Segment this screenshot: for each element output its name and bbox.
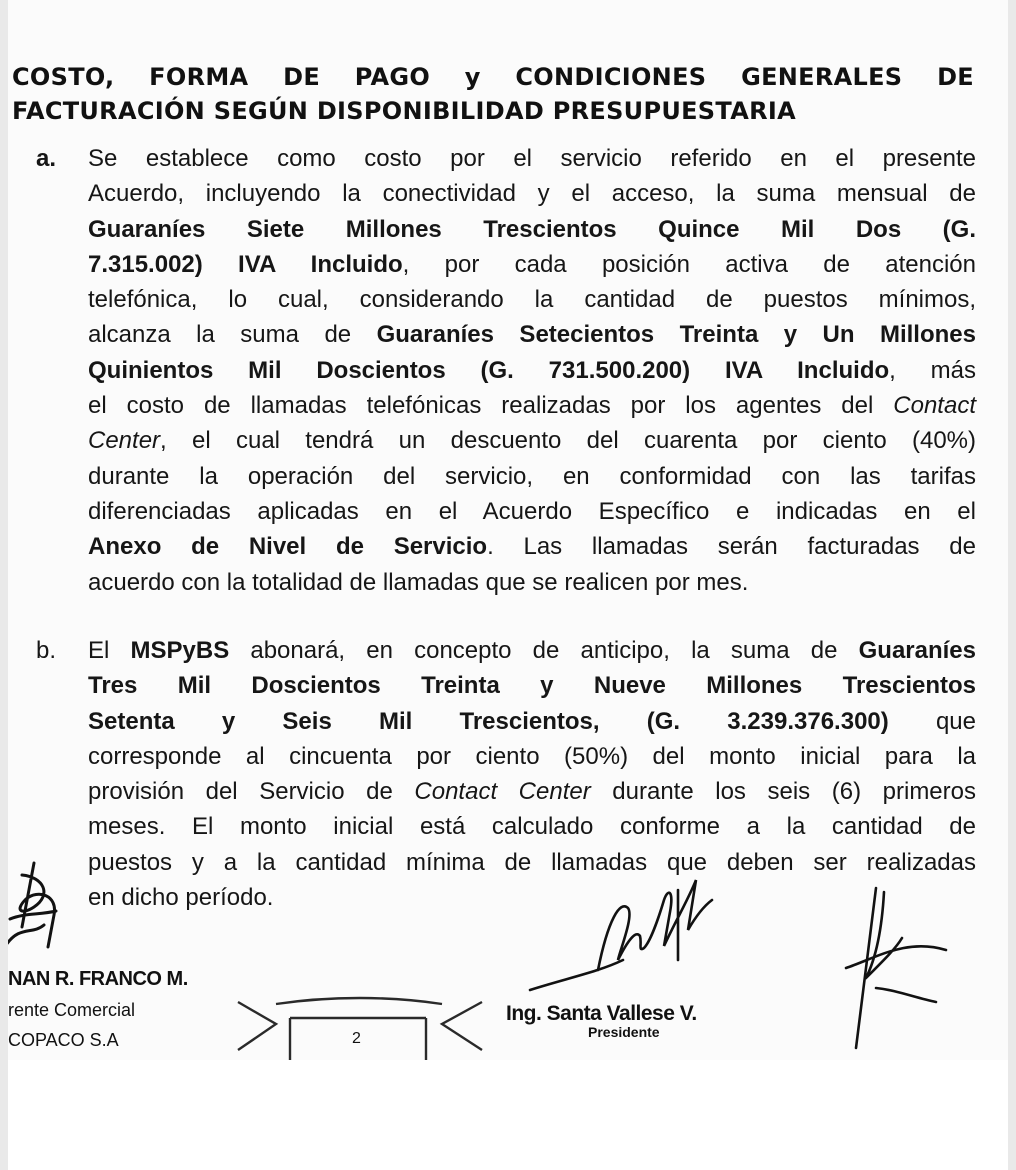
text-run: Tres Mil Doscientos Treinta y Nueve Millones Trescientos (88, 672, 976, 700)
text-run: alcanza la suma de (88, 321, 377, 349)
text-run: durante los seis (6) primeros (590, 778, 976, 806)
scanned-document (8, 0, 1008, 1060)
text-run: telefónica, lo cual, considerando la cantidad de puestos mínimos, (88, 286, 976, 314)
document-page (8, 0, 1008, 1170)
page-number: 2 (352, 1030, 361, 1047)
text-line (88, 565, 976, 600)
text-run: que (888, 707, 976, 735)
text-line (88, 388, 976, 423)
right-signature (836, 878, 966, 1058)
text-line (88, 459, 976, 494)
text-line (88, 739, 976, 774)
text-run: Setenta y Seis Mil Trescientos, (88, 707, 647, 735)
text-line (88, 317, 976, 352)
text-run: durante la operación del servicio, en conformidad con las tarifas (88, 462, 976, 490)
text-run: el costo de llamadas telefónicas realizadas por los agentes del (88, 392, 894, 420)
text-line (88, 809, 976, 844)
text-run: El (88, 637, 131, 664)
text-run: Contact Center (414, 778, 591, 806)
center-signature (528, 860, 738, 1000)
center-signer-name: Ing. Santa Vallese V. (506, 1002, 697, 1025)
heading-line-2: FACTURACIÓN SEGÚN DISPONIBILIDAD PRESUPUESTARIA (12, 97, 796, 125)
text-run: Acuerdo, incluyendo la conectividad y el acceso, la suma mensual de (88, 180, 976, 208)
text-run: MSPyBS (130, 637, 230, 664)
text-line (88, 212, 976, 247)
left-signer-title: rente Comercial (8, 1000, 136, 1020)
text-line (88, 633, 976, 668)
text-run: Guaraníes (858, 637, 976, 664)
text-run: Center (88, 427, 161, 455)
text-run: Guaraníes Siete Millones Trescientos Quince Mil Dos (G. (88, 215, 976, 243)
heading-line-1: COSTO, FORMA DE PAGO y CONDICIONES GENERALES DE (12, 63, 974, 91)
text-run: abonará, en concepto de anticipo, la suma de (229, 637, 859, 664)
text-line (88, 176, 976, 211)
text-run: puestos y a la cantidad mínima de llamadas que deben ser realizadas (88, 848, 976, 876)
text-run: Guaraníes Setecientos Treinta y Un Millones (376, 321, 976, 349)
text-run: corresponde al cincuenta por ciento (50%) del monto inicial para la (88, 742, 976, 770)
text-run: Anexo de Nivel de Servicio (88, 533, 488, 561)
text-line (88, 668, 976, 703)
text-run: , el cual tendrá un descuento del cuarenta por ciento (40%) (160, 427, 976, 455)
clause-a-marker: a. (36, 145, 57, 172)
text-line (88, 141, 976, 176)
text-run: provisión del Servicio de (88, 778, 415, 806)
text-line (88, 247, 976, 282)
left-signer-company: COPACO S.A (8, 1030, 119, 1050)
text-run: , más (889, 356, 976, 384)
text-run: 7.315.002) IVA Incluido (88, 250, 403, 278)
text-run: , por cada posición activa de atención (402, 250, 976, 278)
text-line (88, 704, 976, 739)
text-run: Contact (893, 392, 976, 420)
text-run: (G. 3.239.376.300) (646, 707, 889, 735)
section-heading (12, 60, 974, 128)
clause-a (36, 141, 976, 600)
left-signature (8, 855, 94, 965)
text-run: . Las llamadas serán facturadas de (487, 533, 976, 561)
text-run: meses. El monto inicial está calculado conforme a la cantidad de (88, 813, 976, 841)
page-seal (230, 994, 490, 1060)
text-line (88, 774, 976, 809)
text-line (88, 529, 976, 564)
text-run: acuerdo con la totalidad de llamadas que se realicen por mes. (88, 568, 749, 596)
blank-area (8, 1060, 1008, 1170)
text-run: Quinientos Mil Doscientos (G. 731.500.200) IVA Incluido (88, 356, 890, 384)
text-line (88, 282, 976, 317)
clause-b-marker: b. (36, 637, 57, 664)
text-line (88, 494, 976, 529)
text-run: diferenciadas aplicadas en el Acuerdo Específico e indicadas en el (88, 497, 976, 525)
text-run: en dicho período. (88, 884, 274, 912)
center-signer-title: Presidente (588, 1024, 660, 1040)
left-signer-name: NAN R. FRANCO M. (8, 968, 188, 990)
clause-a-text (88, 141, 976, 600)
text-line (88, 353, 976, 388)
text-line (88, 423, 976, 458)
text-run: Se establece como costo por el servicio referido en el presente (88, 145, 976, 172)
